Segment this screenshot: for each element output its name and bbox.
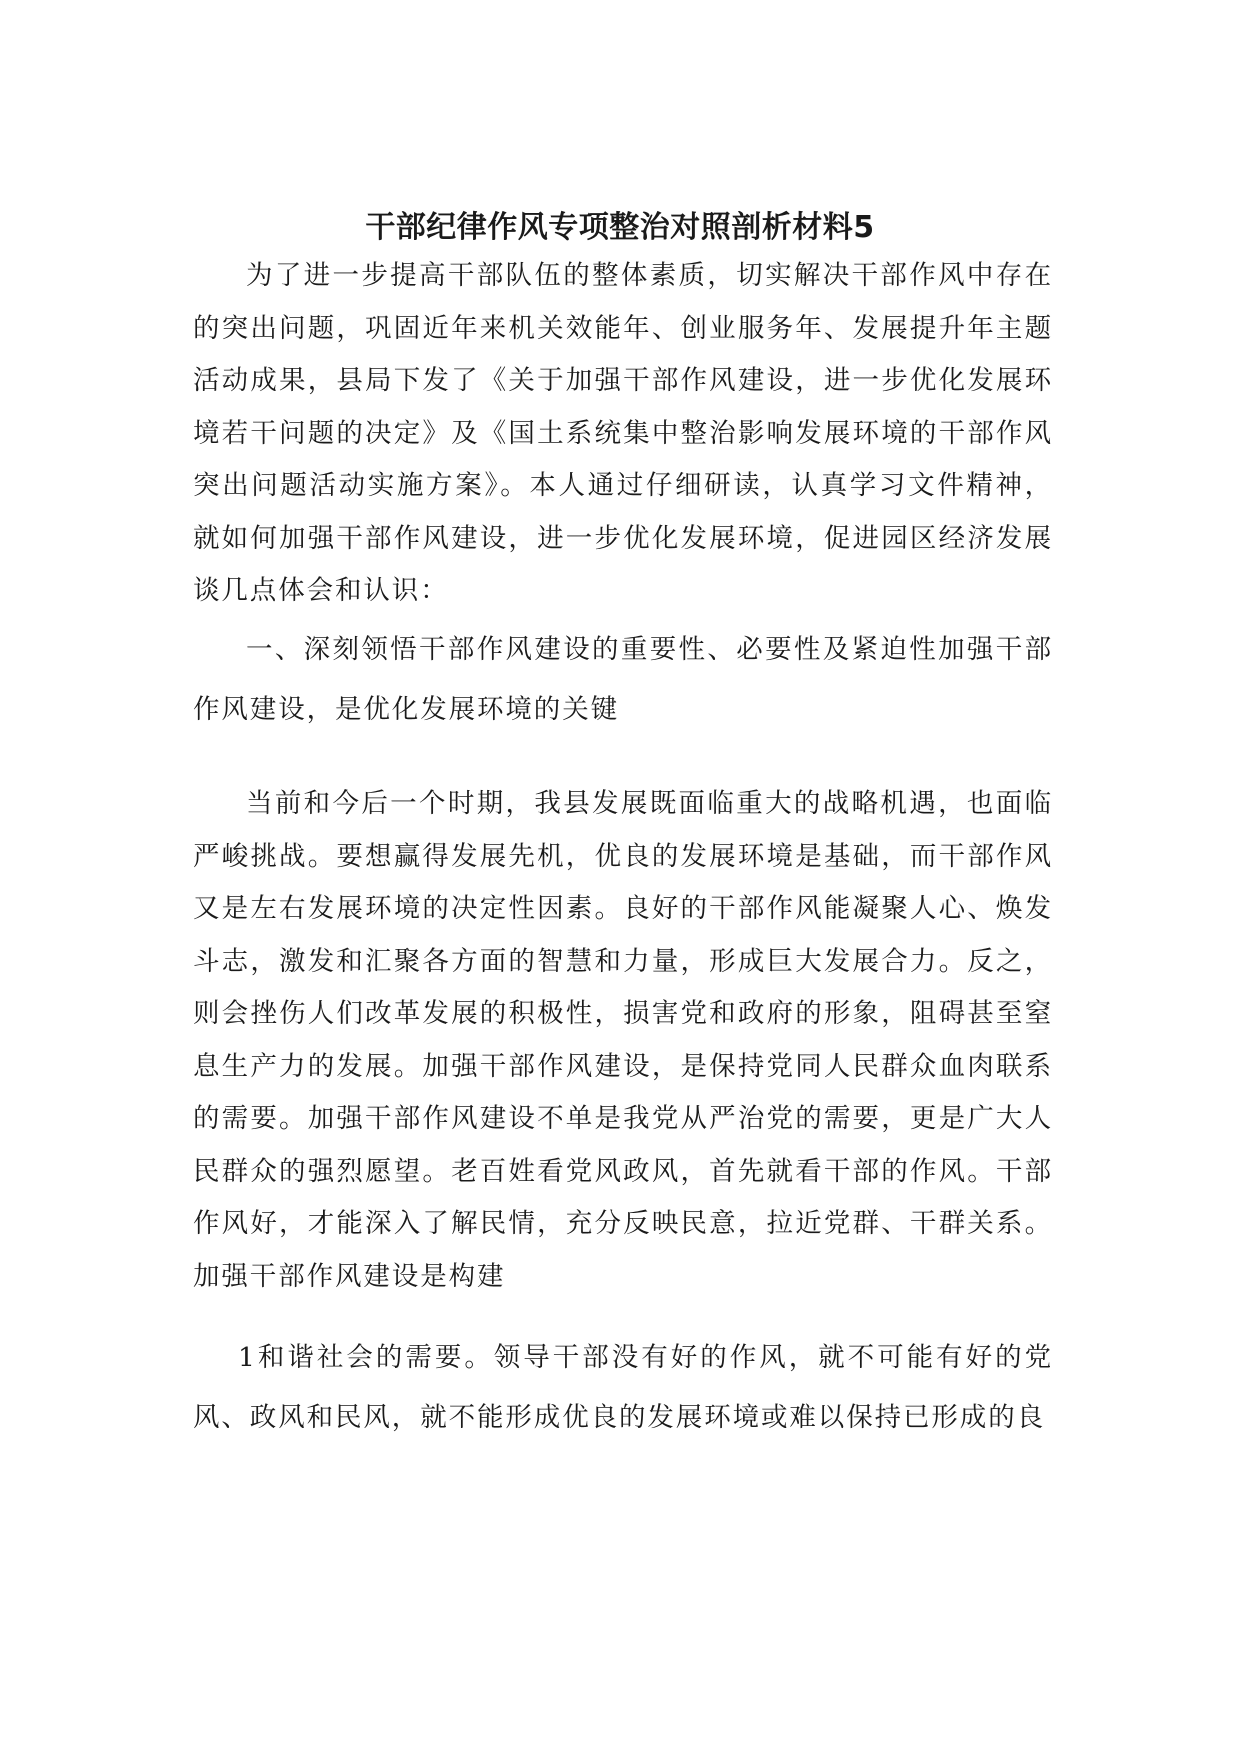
document-title: 干部纪律作风专项整治对照剖析材料5: [365, 210, 875, 246]
paragraph-continuation: 1和谐社会的需要。领导干部没有好的作风，就不可能有好的党风、政风和民风，就不能形成优良的发展环境或难以保持已形成的良: [193, 1342, 1053, 1433]
paragraph-intro: 为了进一步提高干部队伍的整体素质，切实解决干部作风中存在的突出问题，巩固近年来机关效能年、创业服务年、发展提升年主题活动成果，县局下发了《关于加强干部作风建设，进一步优化发展环境若干问题的决定》及《国土系统集中整治影响发展环境的干部作风突出问题活动实施方案》。本人通过仔细研读，认真学习文件精神，就如何加强干部作风建设，进一步优化发展环境，促进园区经济发展谈几点体会和认识：: [193, 260, 1053, 606]
paragraph-body: 当前和今后一个时期，我县发展既面临重大的战略机遇，也面临严峻挑战。要想赢得发展先机，优良的发展环境是基础，而干部作风又是左右发展环境的决定性因素。良好的干部作风能凝聚人心、焕发斗志，激发和汇聚各方面的智慧和力量，形成巨大发展合力。反之，则会挫伤人们改革发展的积极性，损害党和政府的形象，阻碍甚至窒息生产力的发展。加强干部作风建设，是保持党同人民群众血肉联系的需要。加强干部作风建设不单是我党从严治党的需要，更是广大人民群众的强烈愿望。老百姓看党风政风，首先就看干部的作风。干部作风好，才能深入了解民情，充分反映民意，拉近党群、干群关系。加强干部作风建设是构建: [193, 788, 1053, 1292]
paragraph-section-heading: 一、深刻领悟干部作风建设的重要性、必要性及紧迫性加强干部作风建设，是优化发展环境的关键: [193, 634, 1053, 725]
